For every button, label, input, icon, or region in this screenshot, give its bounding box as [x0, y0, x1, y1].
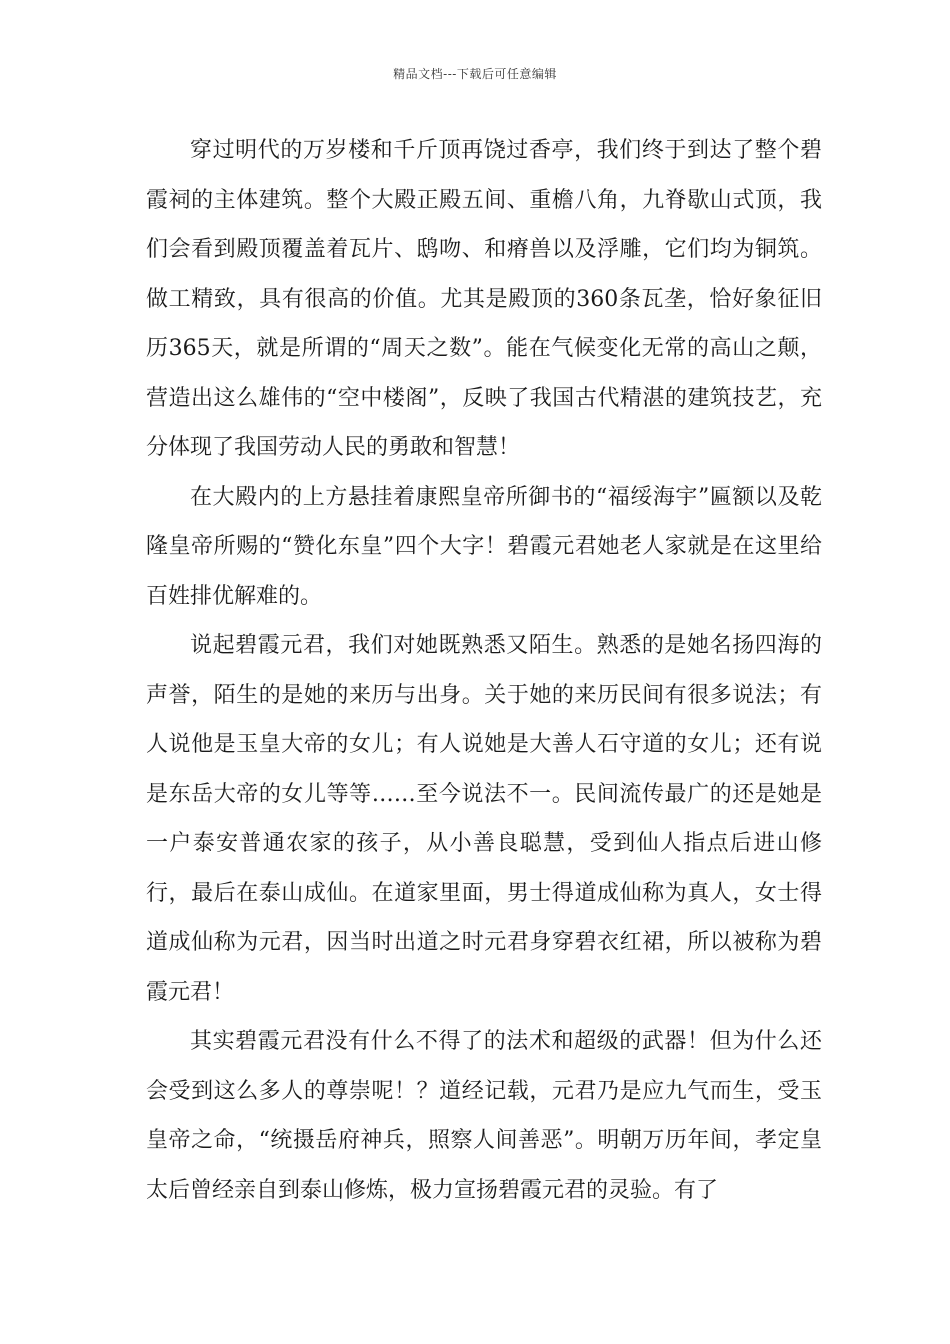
paragraph-worship: 其实碧霞元君没有什么不得了的法术和超级的武器！但为什么还会受到这么多人的尊崇呢！？道经记载，元君乃是应九气而生，受玉皇帝之命，“统摄岳府神兵，照察人间善恶”。明朝万历年间，孝定皇太后曾经亲自到泰山修炼，极力宣扬碧霞元君的灵验。有了 [146, 1029, 822, 1203]
paragraph-main-hall: 穿过明代的万岁楼和千斤顶再饶过香亭，我们终于到达了整个碧霞祠的主体建筑。整个大殿正殿五间、重檐八角，九脊歇山式顶，我们会看到殿顶覆盖着瓦片、鸱吻、和瘠兽以及浮雕，它们均为铜筑。做工精致，具有很高的价值。尤其是殿顶的360条瓦垄，恰好象征旧历365天，就是所谓的“周天之数”。能在气候变化无常的高山之颠，营造出这么雄伟的“空中楼阁”，反映了我国古代精湛的建筑技艺，充分体现了我国劳动人民的勇敢和智慧！ [146, 138, 822, 460]
document-body [146, 126, 822, 1215]
paragraph-plaques: 在大殿内的上方悬挂着康熙皇帝所御书的“福绥海宇”匾额以及乾隆皇帝所赐的“赞化东皇”四个大字！碧霞元君她老人家就是在这里给百姓排优解难的。 [146, 484, 822, 609]
page-header: 精品文档---下载后可任意编辑 [393, 67, 557, 81]
paragraph-origin: 说起碧霞元君，我们对她既熟悉又陌生。熟悉的是她名扬四海的声誉，陌生的是她的来历与出身。关于她的来历民间有很多说法；有人说他是玉皇大帝的女儿；有人说她是大善人石守道的女儿；还有说是东岳大帝的女儿等等……至今说法不一。民间流传最广的还是她是一户泰安普通农家的孩子，从小善良聪慧，受到仙人指点后进山修行，最后在泰山成仙。在道家里面，男士得道成仙称为真人，女士得道成仙称为元君，因当时出道之时元君身穿碧衣红裙，所以被称为碧霞元君！ [146, 633, 822, 1005]
